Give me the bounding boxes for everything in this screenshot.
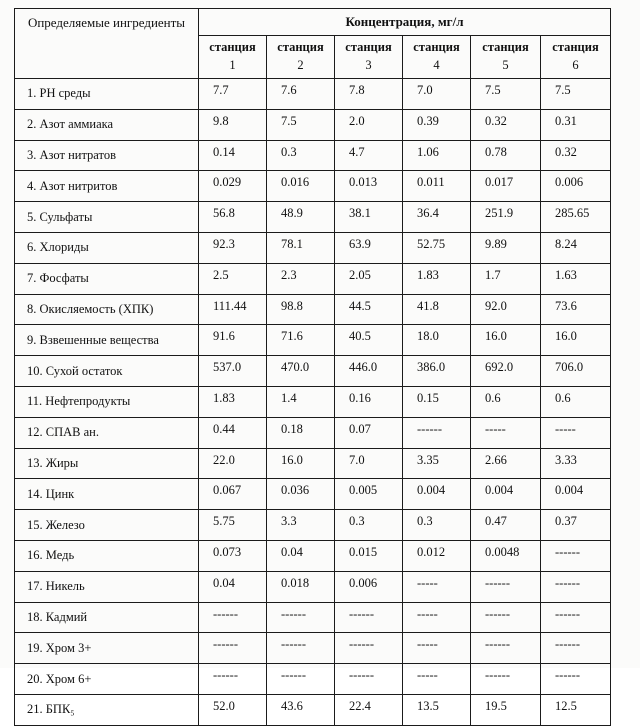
concentration-value: 8.24 (541, 232, 611, 263)
station-header-2 (267, 36, 335, 79)
concentration-value: 2.0 (335, 109, 403, 140)
concentration-value: 7.8 (335, 79, 403, 110)
concentration-value: 0.006 (541, 171, 611, 202)
table-row (15, 202, 611, 233)
concentration-value: ------ (267, 664, 335, 695)
concentration-value: ----- (403, 664, 471, 695)
ingredient-name: 21. БПК₅ (15, 694, 199, 725)
ingredient-name: 5. Сульфаты (15, 202, 199, 233)
concentration-value: 0.47 (471, 510, 541, 541)
concentration-value: 18.0 (403, 325, 471, 356)
concentration-value: 1.06 (403, 140, 471, 171)
concentration-value: ----- (541, 417, 611, 448)
concentration-value: 0.6 (541, 386, 611, 417)
ingredient-name: 9. Взвешенные вещества (15, 325, 199, 356)
table-row (15, 386, 611, 417)
concentration-value: 91.6 (199, 325, 267, 356)
concentration-value: 0.029 (199, 171, 267, 202)
ingredient-name: 13. Жиры (15, 448, 199, 479)
ingredient-name: 10. Сухой остаток (15, 356, 199, 387)
table-row (15, 294, 611, 325)
concentration-value: 19.5 (471, 694, 541, 725)
concentration-table (14, 8, 611, 726)
concentration-value: 7.0 (403, 79, 471, 110)
concentration-value: ------ (267, 602, 335, 633)
concentration-value: 0.016 (267, 171, 335, 202)
concentration-value: 0.018 (267, 571, 335, 602)
ingredient-name: 7. Фосфаты (15, 263, 199, 294)
concentration-value: 111.44 (199, 294, 267, 325)
table-row (15, 171, 611, 202)
concentration-value: 0.32 (541, 140, 611, 171)
station-header-1 (199, 36, 267, 79)
concentration-value: ------ (199, 633, 267, 664)
concentration-value: 16.0 (267, 448, 335, 479)
concentration-value: 73.6 (541, 294, 611, 325)
concentration-value: 0.31 (541, 109, 611, 140)
concentration-value: ------ (335, 602, 403, 633)
ingredient-name: 11. Нефтепродукты (15, 386, 199, 417)
concentration-value: 1.83 (403, 263, 471, 294)
ingredient-name: 20. Хром 6+ (15, 664, 199, 695)
concentration-value: 0.14 (199, 140, 267, 171)
ingredient-name: 3. Азот нитратов (15, 140, 199, 171)
station-header-6 (541, 36, 611, 79)
concentration-value: 22.0 (199, 448, 267, 479)
concentration-value: 63.9 (335, 232, 403, 263)
ingredient-name: 18. Кадмий (15, 602, 199, 633)
station-number: 1 (229, 58, 236, 72)
concentration-value: 0.015 (335, 540, 403, 571)
concentration-value: 1.63 (541, 263, 611, 294)
concentration-value: ------ (471, 571, 541, 602)
concentration-value: 71.6 (267, 325, 335, 356)
concentration-value: ----- (471, 417, 541, 448)
concentration-value: 706.0 (541, 356, 611, 387)
table-row (15, 479, 611, 510)
concentration-value: 0.036 (267, 479, 335, 510)
concentration-value: 2.5 (199, 263, 267, 294)
concentration-value: ----- (403, 602, 471, 633)
concentration-value: 9.89 (471, 232, 541, 263)
concentration-value: 0.005 (335, 479, 403, 510)
concentration-value: 7.5 (267, 109, 335, 140)
concentration-value: 0.04 (199, 571, 267, 602)
station-number: 2 (297, 58, 304, 72)
station-number: 5 (502, 58, 509, 72)
concentration-value: ------ (471, 664, 541, 695)
table-row (15, 356, 611, 387)
concentration-value: ------ (541, 571, 611, 602)
table-row (15, 448, 611, 479)
concentration-value: 470.0 (267, 356, 335, 387)
concentration-value: 41.8 (403, 294, 471, 325)
concentration-value: 43.6 (267, 694, 335, 725)
concentration-value: 0.004 (403, 479, 471, 510)
concentration-value: 40.5 (335, 325, 403, 356)
concentration-value: 3.35 (403, 448, 471, 479)
concentration-value: 0.07 (335, 417, 403, 448)
concentration-value: 0.32 (471, 109, 541, 140)
table-row (15, 602, 611, 633)
concentration-value: 7.6 (267, 79, 335, 110)
ingredient-name: 2. Азот аммиака (15, 109, 199, 140)
ingredient-name: 15. Железо (15, 510, 199, 541)
concentration-value: 0.073 (199, 540, 267, 571)
ingredient-name: 17. Никель (15, 571, 199, 602)
table-row (15, 510, 611, 541)
ingredient-name: 14. Цинк (15, 479, 199, 510)
table-row (15, 79, 611, 110)
concentration-value: 0.04 (267, 540, 335, 571)
concentration-value: 0.44 (199, 417, 267, 448)
concentration-value: 98.8 (267, 294, 335, 325)
concentration-value: 2.3 (267, 263, 335, 294)
station-header-4 (403, 36, 471, 79)
concentration-value: ------ (199, 602, 267, 633)
table-row (15, 109, 611, 140)
concentration-value: ------ (267, 633, 335, 664)
concentration-value: ------ (335, 664, 403, 695)
concentration-value: 3.33 (541, 448, 611, 479)
station-word: станция (413, 40, 460, 54)
concentration-value: 38.1 (335, 202, 403, 233)
concentration-value: ------ (403, 417, 471, 448)
table-row (15, 417, 611, 448)
ingredients-header: Определяемые ингредиенты (15, 9, 199, 79)
concentration-value: 0.18 (267, 417, 335, 448)
concentration-value: ------ (335, 633, 403, 664)
table-row (15, 263, 611, 294)
concentration-value: 7.7 (199, 79, 267, 110)
concentration-value: 22.4 (335, 694, 403, 725)
concentration-value: 13.5 (403, 694, 471, 725)
concentration-value: 386.0 (403, 356, 471, 387)
concentration-value: 0.78 (471, 140, 541, 171)
station-word: станция (482, 40, 529, 54)
concentration-value: 3.3 (267, 510, 335, 541)
concentration-value: ------ (199, 664, 267, 695)
station-header-5 (471, 36, 541, 79)
concentration-value: 7.0 (335, 448, 403, 479)
ingredient-name: 6. Хлориды (15, 232, 199, 263)
concentration-value: 52.0 (199, 694, 267, 725)
station-number: 3 (365, 58, 372, 72)
station-word: станция (209, 40, 256, 54)
concentration-value: 446.0 (335, 356, 403, 387)
concentration-value: 0.16 (335, 386, 403, 417)
table-row (15, 325, 611, 356)
concentration-value: 9.8 (199, 109, 267, 140)
concentration-value: 2.66 (471, 448, 541, 479)
concentration-value: ------ (471, 602, 541, 633)
concentration-value: 48.9 (267, 202, 335, 233)
table-row (15, 694, 611, 725)
concentration-value: 285.65 (541, 202, 611, 233)
concentration-value: 52.75 (403, 232, 471, 263)
station-number: 6 (572, 58, 579, 72)
concentration-value: 1.4 (267, 386, 335, 417)
ingredient-name: 4. Азот нитритов (15, 171, 199, 202)
concentration-value: 5.75 (199, 510, 267, 541)
station-word: станция (552, 40, 599, 54)
concentration-value: 16.0 (471, 325, 541, 356)
concentration-value: 92.3 (199, 232, 267, 263)
concentration-value: 7.5 (471, 79, 541, 110)
concentration-value: 36.4 (403, 202, 471, 233)
concentration-value: ------ (471, 633, 541, 664)
concentration-value: ----- (403, 633, 471, 664)
station-header-3 (335, 36, 403, 79)
concentration-value: 1.7 (471, 263, 541, 294)
concentration-value: 4.7 (335, 140, 403, 171)
concentration-value: 0.3 (267, 140, 335, 171)
concentration-value: 92.0 (471, 294, 541, 325)
concentration-value: 251.9 (471, 202, 541, 233)
ingredient-name: 12. СПАВ ан. (15, 417, 199, 448)
concentration-value: ----- (403, 571, 471, 602)
station-number: 4 (433, 58, 440, 72)
ingredient-name: 1. РН среды (15, 79, 199, 110)
table-body (15, 79, 611, 726)
concentration-value: 0.39 (403, 109, 471, 140)
concentration-value: 0.0048 (471, 540, 541, 571)
concentration-value: 0.011 (403, 171, 471, 202)
concentration-value: 0.3 (335, 510, 403, 541)
concentration-value: 0.004 (541, 479, 611, 510)
concentration-value: 7.5 (541, 79, 611, 110)
concentration-value: 2.05 (335, 263, 403, 294)
table-row (15, 571, 611, 602)
concentration-value: ------ (541, 602, 611, 633)
concentration-value: 0.067 (199, 479, 267, 510)
table-row (15, 140, 611, 171)
table-row (15, 540, 611, 571)
concentration-value: 0.37 (541, 510, 611, 541)
concentration-value: 0.017 (471, 171, 541, 202)
ingredient-name: 8. Окисляемость (ХПК) (15, 294, 199, 325)
concentration-value: 0.013 (335, 171, 403, 202)
concentration-value: ------ (541, 633, 611, 664)
concentration-value: 692.0 (471, 356, 541, 387)
concentration-value: 1.83 (199, 386, 267, 417)
concentration-value: 0.006 (335, 571, 403, 602)
concentration-value: 0.6 (471, 386, 541, 417)
station-word: станция (277, 40, 324, 54)
concentration-value: 0.3 (403, 510, 471, 541)
concentration-value: 0.15 (403, 386, 471, 417)
concentration-value: 537.0 (199, 356, 267, 387)
concentration-value: 16.0 (541, 325, 611, 356)
concentration-value: 78.1 (267, 232, 335, 263)
ingredient-name: 19. Хром 3+ (15, 633, 199, 664)
concentration-value: ------ (541, 540, 611, 571)
ingredient-name: 16. Медь (15, 540, 199, 571)
table-row (15, 633, 611, 664)
table-row (15, 232, 611, 263)
concentration-value: 56.8 (199, 202, 267, 233)
concentration-value: ------ (541, 664, 611, 695)
station-word: станция (345, 40, 392, 54)
table-row (15, 664, 611, 695)
concentration-value: 0.012 (403, 540, 471, 571)
concentration-header: Концентрация, мг/л (199, 9, 611, 36)
concentration-value: 44.5 (335, 294, 403, 325)
concentration-value: 12.5 (541, 694, 611, 725)
concentration-value: 0.004 (471, 479, 541, 510)
